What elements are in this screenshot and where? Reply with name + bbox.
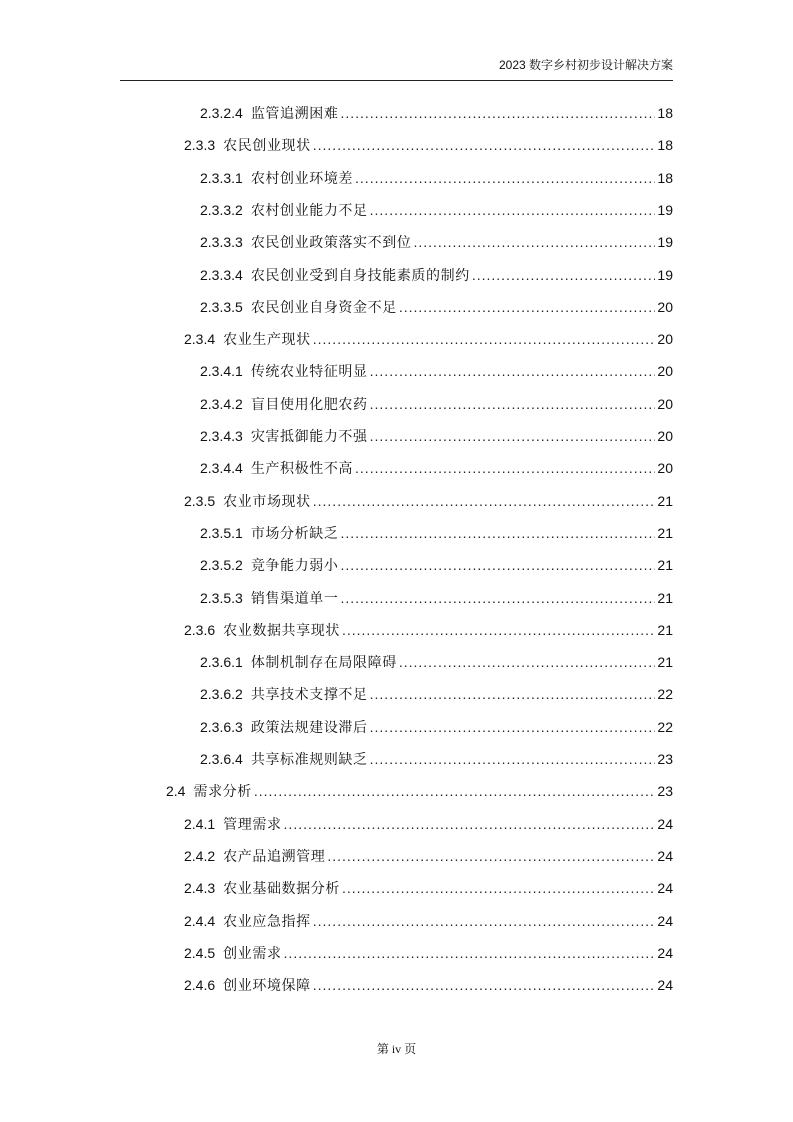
toc-entry-title: 农民创业受到自身技能素质的制约	[250, 266, 470, 283]
toc-entry[interactable]	[200, 517, 673, 549]
toc-entry-title: 创业环境保障	[223, 977, 311, 994]
toc-entry-title: 农村创业能力不足	[250, 201, 368, 218]
toc-entry-title: 农业应急指挥	[223, 912, 311, 929]
toc-entry-number: 2.4.1	[184, 815, 216, 832]
toc-entry-title: 监管追溯困难	[250, 105, 339, 121]
toc-entry-number: 2.3.3.2	[200, 201, 243, 218]
toc-dot-leader	[313, 331, 656, 347]
toc-entry-page: 20	[657, 363, 673, 380]
toc-entry-number: 2.3.3.4	[200, 266, 243, 283]
toc-entry-title: 竞争能力弱小	[250, 557, 339, 574]
toc-entry-title: 农业数据共享现状	[223, 621, 340, 638]
toc-dot-leader	[413, 234, 655, 250]
toc-entry-page: 21	[657, 524, 673, 541]
toc-entry-number: 2.3.6.2	[200, 686, 243, 703]
toc-entry-number: 2.4.3	[184, 880, 216, 897]
toc-entry[interactable]	[200, 226, 673, 258]
toc-entry-page: 20	[657, 428, 673, 444]
toc-entry[interactable]	[200, 582, 673, 614]
toc-entry-title: 政策法规建设滞后	[250, 718, 368, 735]
toc-entry-page: 24	[657, 944, 673, 961]
toc-entry-page: 20	[657, 331, 673, 348]
toc-dot-leader	[399, 654, 656, 670]
toc-entry[interactable]	[200, 549, 673, 581]
toc-dot-leader	[313, 137, 656, 153]
toc-entry-number: 2.3.4	[184, 331, 216, 348]
toc-entry-page: 20	[657, 395, 673, 412]
toc-entry-title: 共享标准规则缺乏	[250, 751, 368, 767]
toc-entry-title: 农民创业现状	[223, 137, 311, 154]
toc-entry[interactable]	[200, 420, 673, 452]
toc-entry[interactable]	[200, 452, 673, 484]
toc-entry-title: 盲目使用化肥农药	[250, 395, 368, 412]
toc-entry-number: 2.3.4.2	[200, 395, 243, 412]
page-number: 第 iv 页	[376, 1042, 417, 1056]
toc-dot-leader	[472, 267, 656, 283]
toc-entry-number: 2.3.2.4	[200, 105, 243, 121]
toc-entry[interactable]	[200, 355, 673, 387]
toc-entry-title: 农民创业自身资金不足	[250, 298, 397, 315]
toc-dot-leader	[313, 493, 656, 509]
toc-entry[interactable]	[200, 646, 673, 678]
toc-entry-page: 22	[657, 686, 673, 703]
toc-dot-leader	[370, 719, 656, 735]
toc-entry[interactable]	[200, 711, 673, 743]
toc-dot-leader	[254, 783, 656, 799]
toc-entry[interactable]	[184, 129, 673, 161]
toc-entry-number: 2.3.4.3	[200, 428, 243, 444]
toc-dot-leader	[370, 686, 656, 702]
toc-entry-number: 2.4	[166, 783, 186, 800]
toc-dot-leader	[355, 170, 655, 186]
toc-entry[interactable]	[184, 872, 673, 904]
toc-entry-page: 24	[657, 977, 673, 994]
toc-entry[interactable]	[184, 485, 673, 517]
toc-entry-page: 21	[657, 557, 673, 574]
toc-dot-leader	[313, 977, 656, 993]
toc-entry-page: 21	[657, 589, 673, 606]
toc-entry-title: 传统农业特征明显	[250, 363, 368, 380]
toc-entry[interactable]	[200, 162, 673, 194]
toc-entry-number: 2.3.5.1	[200, 524, 243, 541]
toc-entry-page: 19	[657, 266, 673, 283]
toc-dot-leader	[313, 913, 656, 929]
toc-entry-title: 农业生产现状	[223, 331, 311, 348]
toc-entry[interactable]	[184, 808, 673, 840]
toc-entry[interactable]	[200, 743, 673, 775]
toc-entry-number: 2.3.6.1	[200, 654, 243, 671]
toc-entry-page: 19	[657, 201, 673, 218]
toc-entry-number: 2.3.5.3	[200, 589, 243, 606]
toc-entry[interactable]	[184, 614, 673, 646]
toc-entry[interactable]	[200, 97, 673, 129]
toc-dot-leader	[342, 880, 655, 896]
toc-entry-page: 21	[657, 621, 673, 638]
toc-entry-title: 管理需求	[223, 815, 282, 832]
toc-entry[interactable]	[184, 905, 673, 937]
toc-dot-leader	[370, 202, 656, 218]
toc-entry-title: 生产积极性不高	[250, 460, 354, 477]
toc-entry-title: 农民创业政策落实不到位	[250, 234, 412, 251]
toc-dot-leader	[340, 525, 655, 541]
toc-entry[interactable]	[184, 840, 673, 872]
toc-entry[interactable]	[200, 388, 673, 420]
toc-entry[interactable]	[200, 259, 673, 291]
toc-entry-number: 2.3.3	[184, 137, 216, 154]
toc-entry-number: 2.4.5	[184, 944, 216, 961]
toc-entry-title: 农产品追溯管理	[223, 847, 326, 864]
toc-entry-number: 2.3.6.3	[200, 718, 243, 735]
toc-dot-leader	[355, 460, 655, 476]
toc-entry-number: 2.3.4.4	[200, 460, 243, 477]
toc-entry-number: 2.4.2	[184, 847, 216, 864]
toc-entry[interactable]	[200, 291, 673, 323]
running-header: 2023 数字乡村初步设计解决方案	[498, 58, 673, 72]
toc-entry-page: 24	[657, 815, 673, 832]
header-divider	[120, 80, 673, 81]
toc-entry-page: 21	[657, 492, 673, 509]
toc-entry-title: 体制机制存在局限障碍	[250, 654, 397, 671]
toc-entry-number: 2.3.6.4	[200, 751, 243, 767]
toc-entry-title: 灾害抵御能力不强	[250, 428, 368, 444]
toc-dot-leader	[340, 105, 655, 121]
toc-entry-page: 21	[657, 654, 673, 671]
toc-entry-number: 2.3.6	[184, 621, 216, 638]
toc-entry-page: 23	[657, 783, 673, 800]
toc-entry-page: 19	[657, 234, 673, 251]
toc-entry-page: 18	[657, 137, 673, 154]
toc-dot-leader	[327, 848, 655, 864]
toc-entry-page: 22	[657, 718, 673, 735]
toc-entry[interactable]	[200, 194, 673, 226]
toc-entry-page: 18	[657, 105, 673, 121]
toc-entry-number: 2.3.4.1	[200, 363, 243, 380]
toc-entry-number: 2.3.5.2	[200, 557, 243, 574]
toc-entry-page: 24	[657, 847, 673, 864]
toc-entry-title: 农业基础数据分析	[223, 880, 340, 897]
toc-entry-page: 18	[657, 169, 673, 186]
toc-entry-title: 市场分析缺乏	[250, 524, 339, 541]
toc-dot-leader	[340, 557, 655, 573]
toc-dot-leader	[399, 299, 656, 315]
toc-entry[interactable]	[184, 969, 673, 1001]
toc-dot-leader	[370, 363, 656, 379]
toc-entry-number: 2.3.3.5	[200, 298, 243, 315]
toc-dot-leader	[370, 428, 656, 444]
toc-entry-number: 2.3.3.1	[200, 169, 243, 186]
toc-entry[interactable]	[184, 937, 673, 969]
toc-entry-page: 23	[657, 751, 673, 767]
toc-dot-leader	[340, 590, 655, 606]
toc-entry-page: 20	[657, 298, 673, 315]
toc-entry[interactable]	[184, 323, 673, 355]
toc-entry-number: 2.3.3.3	[200, 234, 243, 251]
toc-entry-title: 农业市场现状	[223, 492, 311, 509]
toc-dot-leader	[370, 751, 656, 767]
toc-dot-leader	[342, 622, 655, 638]
toc-entry-page: 24	[657, 880, 673, 897]
toc-entry-title: 共享技术支撑不足	[250, 686, 368, 703]
toc-entry-title: 农村创业环境差	[250, 169, 354, 186]
toc-entry-page: 20	[657, 460, 673, 477]
toc-entry-number: 2.3.5	[184, 492, 216, 509]
toc-entry-title: 创业需求	[223, 944, 282, 961]
toc-entry-title: 需求分析	[193, 783, 252, 800]
toc-dot-leader	[284, 945, 656, 961]
toc-entry-number: 2.4.4	[184, 912, 216, 929]
toc-dot-leader	[284, 816, 656, 832]
toc-entry-title: 销售渠道单一	[250, 589, 339, 606]
toc-entry[interactable]	[166, 775, 673, 807]
toc-entry[interactable]	[200, 678, 673, 710]
toc-dot-leader	[370, 396, 656, 412]
toc-entry-number: 2.4.6	[184, 977, 216, 994]
toc-entry-page: 24	[657, 912, 673, 929]
